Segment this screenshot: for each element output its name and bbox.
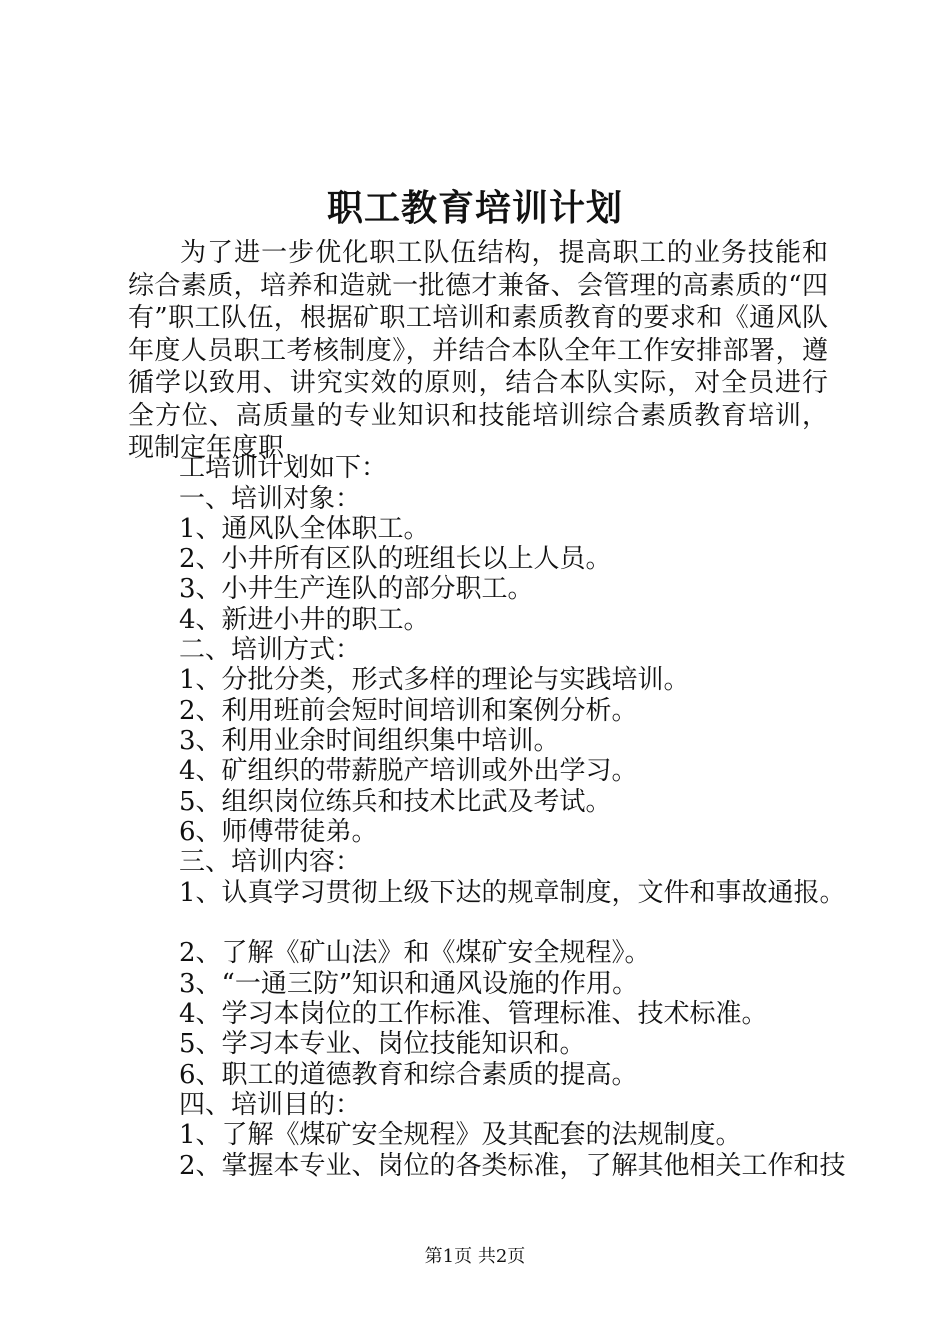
list-item: 2、小井所有区队的班组长以上人员。: [179, 544, 612, 574]
list-item: 6、师傅带徒弟。: [179, 817, 378, 847]
list-item: 3、利用业余时间组织集中培训。: [179, 726, 560, 756]
list-item: 6、职工的道德教育和综合素质的提高。: [179, 1060, 638, 1090]
list-item: 1、了解《煤矿安全规程》及其配套的法规制度。: [179, 1120, 742, 1150]
list-item: 5、组织岗位练兵和技术比武及考试。: [179, 787, 612, 817]
list-item: 2、掌握本专业、岗位的各类标准，了解其他相关工作和技: [179, 1151, 846, 1181]
section-heading: 二、培训方式：: [179, 635, 362, 665]
section-heading: 四、培训目的：: [179, 1090, 362, 1120]
list-item: 2、利用班前会短时间培训和案例分析。: [179, 696, 638, 726]
list-item: 2、了解《矿山法》和《煤矿安全规程》。: [179, 938, 651, 968]
list-item: 1、分批分类，形式多样的理论与实践培训。: [179, 665, 690, 695]
document-title: 职工教育培训计划: [326, 187, 623, 229]
list-item: 1、认真学习贯彻上级下达的规章制度，文件和事故通报。: [179, 878, 846, 908]
list-item: 4、学习本岗位的工作标准、管理标准、技术标准。: [179, 999, 768, 1029]
list-item: 1、通风队全体职工。: [179, 514, 430, 544]
list-item: 4、新进小井的职工。: [179, 605, 430, 635]
list-item: 4、矿组织的带薪脱产培训或外出学习。: [179, 756, 638, 786]
intro-paragraph: 为了进一步优化职工队伍结构，提高职工的业务技能和综合素质，培养和造就一批德才兼备、会管理的高素质的“四有”职工队伍，根据矿职工培训和素质教育的要求和《通风队年度人员职工考核制度》，并结合本队全年工作安排部署，遵循学以致用、讲究实效的原则，结合本队实际，对全员进行全方位、高质量的专业知识和技能培训综合素质教育培训，现制定年度职: [128, 238, 828, 463]
list-item: 3、“一通三防”知识和通风设施的作用。: [179, 969, 639, 999]
section-heading: 三、培训内容：: [179, 847, 362, 877]
list-item: 3、小井生产连队的部分职工。: [179, 574, 534, 604]
list-item: 5、学习本专业、岗位技能知识和。: [179, 1029, 586, 1059]
section-heading: 一、培训对象：: [179, 484, 362, 514]
page-footer: 第1页 共2页: [424, 1246, 526, 1267]
text-line: 工培训计划如下：: [179, 453, 388, 483]
